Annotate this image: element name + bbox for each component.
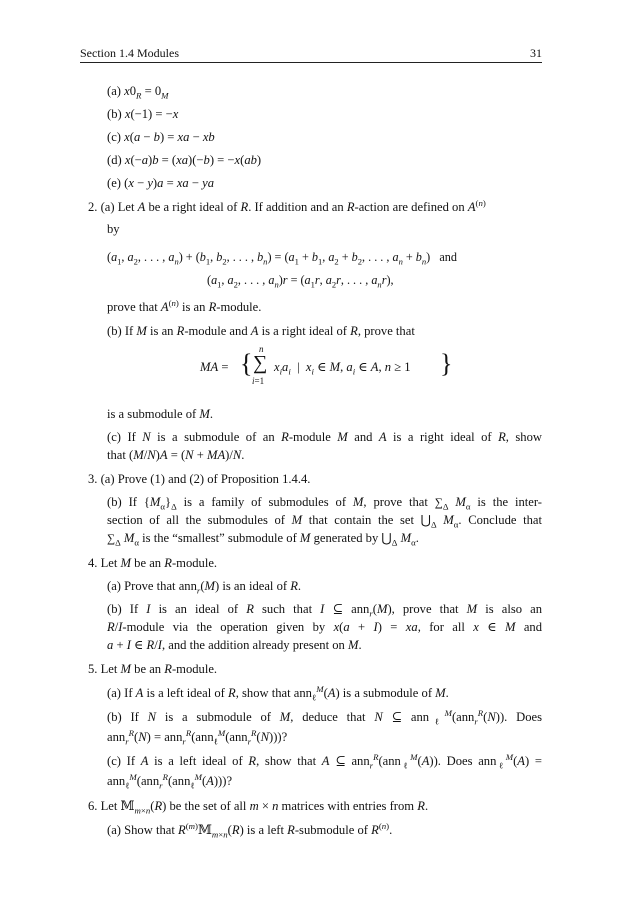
- equation-MA: MA = { n ∑ i=1 $x_ia_i$ | $x_i$ ∈ M, $a_i$ ∈ A, n ≥ 1 }: [200, 344, 453, 386]
- equation-action: ($a_1$, $a_2$, . . . , $a_n)r = (a_1r$, $a_2r$, . . . , $a_nr$),: [207, 273, 394, 290]
- exercise-5b-line1: (b) If N is a submodule of M, deduce that N ⊆ ann$_\ell^M$(ann$_r^R$(N)). Does: [107, 707, 542, 727]
- exercise-3b-line2: section of all the submodules of M that contain the set $⋃_\Delta$ $M_\alpha$. Conclude that: [107, 513, 542, 530]
- running-header: [80, 44, 542, 63]
- exercise-1c: (c) x(a − b) = xa − xb: [107, 130, 215, 144]
- page-number: 31: [530, 46, 542, 60]
- exercise-4b-line3: a + I ∈ R/I, and the addition already present on M.: [107, 638, 362, 652]
- equation-addition: ($a_1$, $a_2$, . . . , $a_n) + (b_1$, $b_2$, . . . , $b_n) = (a_1 + b_1$, $a_2 + b_2$, . . . , $a_n + b_n$) and: [107, 250, 457, 267]
- exercise-5b-line2: ann$_r^R$(N) = ann$_r^R$(ann$_\ell^M$(ann$_r^R$(N)))?: [107, 727, 288, 747]
- section-title: Section 1.4 Modules: [80, 46, 179, 60]
- exercise-1a: (a) $x0_R = 0_M$: [107, 84, 169, 101]
- exercise-2a-line1: 2. (a) Let A be a right ideal of R. If addition and an R-action are defined on $A^{(n)}$: [88, 197, 486, 214]
- exercise-5c-line2: ann$_\ell^M$(ann$_r^R$(ann$_\ell^M$(A)))?: [107, 771, 233, 791]
- exercise-5a: (a) If A is a left ideal of R, show that ann$_\ell^M$(A) is a submodule of M.: [107, 683, 449, 703]
- exercise-4b-line2: R/I-module via the operation given by x(a + I) = xa, for all x ∈ M and: [107, 620, 543, 634]
- exercise-1d: (d) x(−a)b = (xa)(−b) = −x(ab): [107, 153, 262, 167]
- exercise-5-intro: 5. Let M be an R-module.: [88, 662, 218, 676]
- exercise-4a: (a) Prove that ann$_r$(M) is an ideal of R.: [107, 579, 302, 596]
- exercise-2b-line1: (b) If M is an R-module and A is a right ideal of R, prove that: [107, 324, 415, 338]
- exercise-2c-line1: (c) If N is a submodule of an R-module M and A is a right ideal of R, show: [107, 430, 542, 444]
- exercise-2a-line3: prove that $A^{(n)}$ is an R-module.: [107, 297, 262, 314]
- exercise-4b-line1: (b) If I is an ideal of R such that I ⊆ ann$_r$(M), prove that M is also an: [107, 602, 542, 619]
- exercise-2c-line2: that (M/N)A = (N + MA)/N.: [107, 448, 245, 462]
- exercise-4-intro: 4. Let M be an R-module.: [88, 556, 218, 570]
- exercise-6a: (a) Show that $R^{(m)}𝕄_{m\times n}(R)$ is a left R-submodule of $R^{(n)}$.: [107, 820, 393, 840]
- exercise-1b: (b) x(−1) = −x: [107, 107, 179, 121]
- exercise-3a: 3. (a) Prove (1) and (2) of Proposition 1.4.4.: [88, 472, 311, 486]
- exercise-5c-line1: (c) If A is a left ideal of R, show that A ⊆ ann$_r^R$(ann$_\ell^M$(A)). Does ann$_\ell^M$(A) =: [107, 751, 542, 771]
- exercise-1e: (e) (x − y)a = xa − ya: [107, 176, 215, 190]
- exercise-2a-line2: by: [107, 222, 120, 236]
- exercise-3b-line3: $\sum_\Delta$ $M_\alpha$ is the “smallest” submodule of M generated by $⋃_\Delta$ $M_\alpha$.: [107, 531, 419, 548]
- exercise-6-intro: 6. Let 𝕄$_{m\times n}$(R) be the set of all m × n matrices with entries from R.: [88, 799, 429, 816]
- exercise-3b-line1: (b) If $\{M_\alpha\}_\Delta$ is a family of submodules of M, prove that $\sum_\Delta$ $M_\alpha$ is the inter-: [107, 495, 542, 512]
- exercise-2b-line2: is a submodule of M.: [107, 407, 214, 421]
